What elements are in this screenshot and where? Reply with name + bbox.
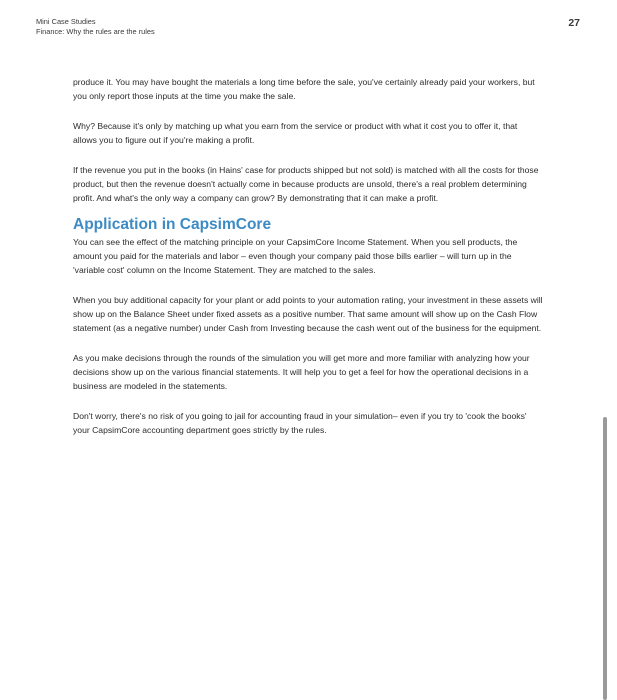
body-paragraph: You can see the effect of the matching principle on your CapsimCore Income Statement. When you sell products, the amount you paid for the materials and labor – even though your company paid those bills earlier – will turn up in the 'variable cost' column on the Income Statement. They are matched to the sales. — [73, 237, 518, 275]
body-paragraph: When you buy additional capacity for your plant or add points to your automation rating, your investment in these assets will show up on the Balance Sheet under fixed assets as a positive number. That same amount will show up on the Cash Flow statement (as a negative number) under Cash from Investing because the cash went out of the business for the equipment. — [73, 295, 543, 333]
book-title: Mini Case Studies — [36, 17, 96, 26]
body-paragraph: As you make decisions through the rounds of the simulation you will get more and more familiar with analyzing how your decisions show up on the various financial statements. It will help you to get a feel for how the operational decisions in a business are modeled in the statements. — [73, 353, 530, 391]
page-number: 27 — [568, 17, 580, 29]
body-paragraph: Don't worry, there's no risk of you going to jail for accounting fraud in your simulation– even if you try to 'cook the books' your CapsimCore accounting department goes strictly by the rules. — [73, 411, 527, 435]
body-paragraph: Why? Because it's only by matching up what you earn from the service or product with what it cost you to offer it, that allows you to figure out if you're making a profit. — [73, 121, 518, 145]
body-paragraph: If the revenue you put in the books (in Hains' case for products shipped but not sold) is matched with all the costs for those product, but then the revenue doesn't actually come in because products are unsold, there's a real problem determining profit. And what's the only way a company can grow? By demonstrating that it can make a profit. — [73, 165, 539, 203]
page-body — [73, 75, 543, 437]
section-heading: Application in CapsimCore — [73, 216, 272, 233]
body-paragraph: produce it. You may have bought the materials a long time before the sale, you've certainly already paid your workers, but you only report those inputs at the time you make the sale. — [73, 77, 535, 101]
running-head — [36, 17, 155, 37]
chapter-title: Finance: Why the rules are the rules — [36, 27, 155, 36]
vertical-scrollbar[interactable] — [603, 417, 607, 700]
